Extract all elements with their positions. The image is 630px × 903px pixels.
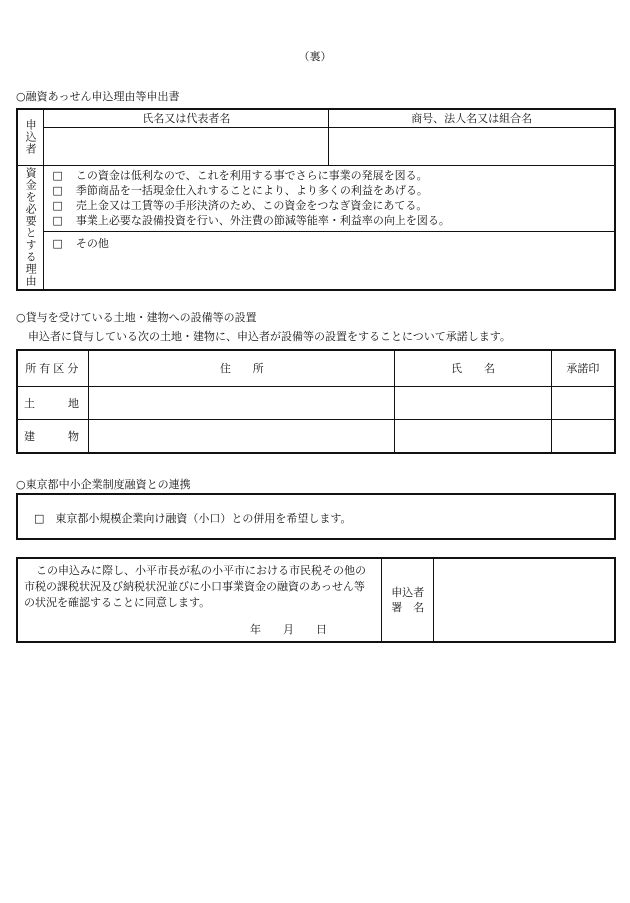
section1-title: ○融資あっせん申込理由等申出書 <box>16 90 180 103</box>
building-seal-cell[interactable] <box>551 419 615 453</box>
section2-title: ○貸与を受けている土地・建物への設備等の設置 <box>16 311 257 324</box>
checkbox-icon[interactable]: □ <box>52 198 63 212</box>
reason-option-4-text: 事業上必要な設備投資を行い、外注費の節減等能率・利益率の向上を図る。 <box>75 213 450 227</box>
reason-option-1-text: この資金は低利なので、これを利用する事でさらに事業の発展を図る。 <box>75 168 428 182</box>
checkbox-icon[interactable]: □ <box>52 183 63 197</box>
signature-input-cell[interactable] <box>434 558 615 642</box>
owner-name-header: 氏 名 <box>395 350 551 386</box>
trade-name-header: 商号、法人名又は組合名 <box>329 109 615 127</box>
consent-table <box>16 557 616 643</box>
tokyo-loan-option[interactable]: □ 東京都小規模企業向け融資（小口）との併用を希望します。 <box>34 512 352 525</box>
reason-label-cell <box>17 165 44 290</box>
table-row <box>17 419 615 453</box>
land-label: 土 地 <box>17 386 89 419</box>
consent-text: この申込みに際し、小平市長が私の小平市における市民税その他の市税の課税状況及び納税状況並びに小口事業資金の融資のあっせん等の状況を確認することに同意します。 <box>24 564 366 609</box>
building-label: 建 物 <box>17 419 89 453</box>
applicant-label: 申込者 <box>24 119 38 156</box>
land-address-cell[interactable] <box>89 386 395 419</box>
signature-label-line1: 申込者 <box>391 586 425 599</box>
land-building-table <box>16 349 616 454</box>
checkbox-icon[interactable]: □ <box>52 236 63 250</box>
trade-name-input-cell[interactable] <box>329 127 615 165</box>
reason-option-4[interactable] <box>52 213 614 228</box>
address-header: 住 所 <box>89 350 395 386</box>
application-reason-table <box>16 108 616 291</box>
land-seal-cell[interactable] <box>551 386 615 419</box>
name-input-cell[interactable] <box>44 127 329 165</box>
checkbox-icon[interactable]: □ <box>52 213 63 227</box>
tokyo-loan-box <box>16 493 616 540</box>
reason-other-cell[interactable] <box>44 231 615 290</box>
reason-option-1[interactable] <box>52 168 614 183</box>
reason-option-2-text: 季節商品を一括現金仕入れすることにより、より多くの利益をあげる。 <box>75 183 428 197</box>
consent-date[interactable]: 年 月 日 <box>250 623 327 636</box>
section2-statement: 申込者に貸与している次の土地・建物に、申込者が設備等の設置をすることについて承諾します。 <box>28 330 511 343</box>
seal-header: 承諾印 <box>551 350 615 386</box>
applicant-label-cell <box>17 109 44 165</box>
land-owner-cell[interactable] <box>395 386 551 419</box>
reason-options <box>44 165 615 231</box>
reason-option-other[interactable] <box>52 236 614 251</box>
reason-option-3[interactable] <box>52 198 614 213</box>
checkbox-icon[interactable]: □ <box>52 168 63 182</box>
reason-option-3-text: 売上金又は工賃等の手形決済のため、この資金をつなぎ資金にあてる。 <box>75 198 428 212</box>
reason-option-other-text: その他 <box>75 236 109 250</box>
building-address-cell[interactable] <box>89 419 395 453</box>
name-header: 氏名又は代表者名 <box>44 109 329 127</box>
section3-title: ○東京都中小企業制度融資との連携 <box>16 478 191 491</box>
table-row <box>17 386 615 419</box>
reason-option-2[interactable] <box>52 183 614 198</box>
building-owner-cell[interactable] <box>395 419 551 453</box>
consent-cell <box>17 558 382 642</box>
signature-label-cell <box>382 558 434 642</box>
ownership-header: 所有区分 <box>17 350 89 386</box>
page-side-label: （裏） <box>298 50 332 63</box>
signature-label-line2: 署 名 <box>391 601 425 614</box>
reason-label: 資金を必要とする理由 <box>24 167 38 288</box>
